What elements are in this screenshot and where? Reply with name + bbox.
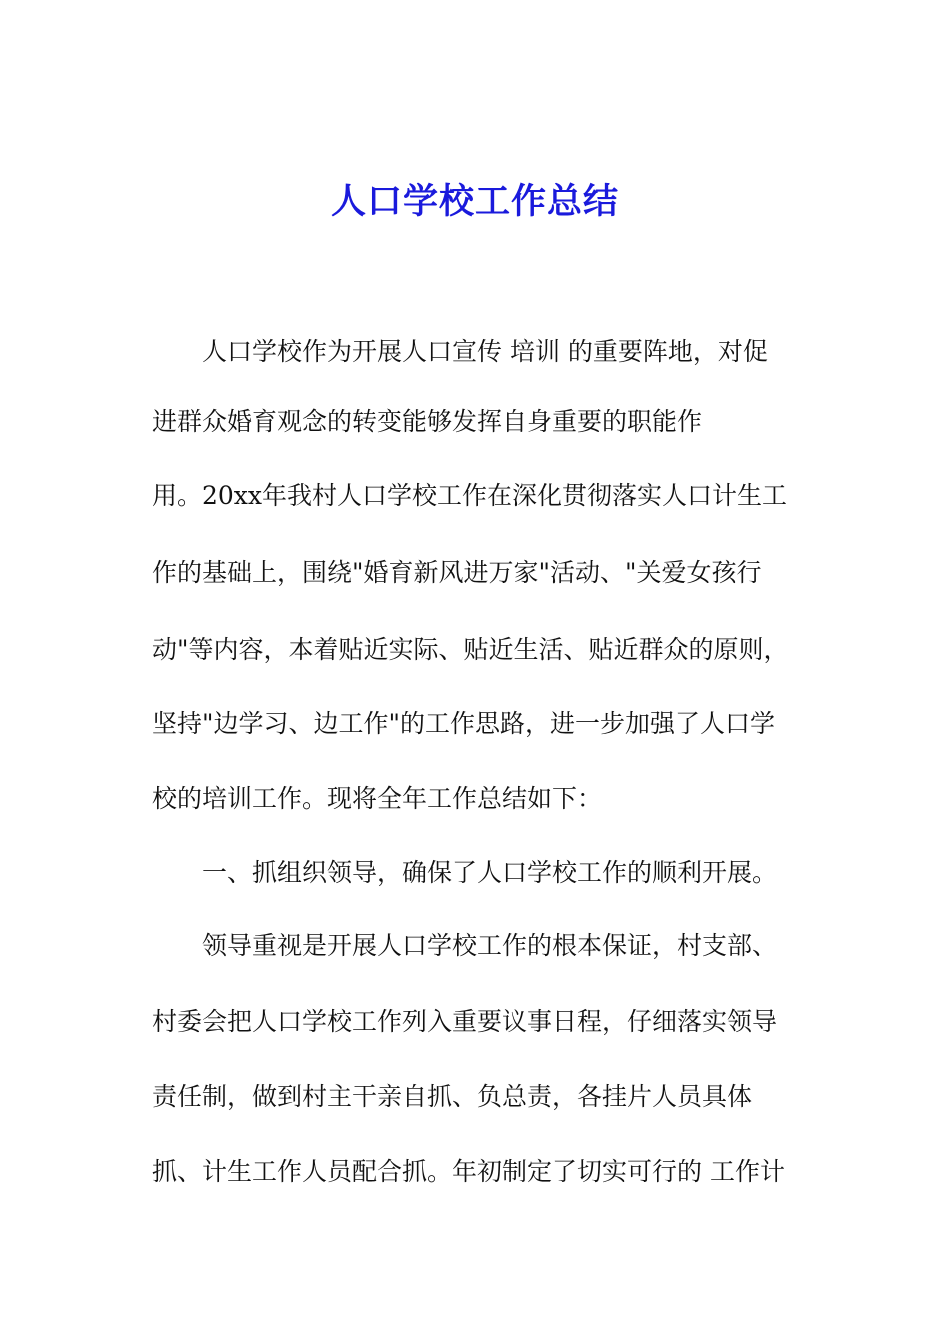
paragraph-line: 责任制，做到村主干亲自抓、负总责，各挂片人员具体 (152, 1082, 753, 1111)
paragraph-line: 领导重视是开展人口学校工作的根本保证，村支部、 (202, 931, 778, 960)
section-heading: 一、抓组织领导，确保了人口学校工作的顺利开展。 (202, 858, 778, 887)
paragraph-line: 用。20xx年我村人口学校工作在深化贯彻落实人口计生工 (152, 481, 788, 510)
paragraph-line: 进群众婚育观念的转变能够发挥自身重要的职能作 (152, 407, 703, 436)
paragraph-line: 抓、计生工作人员配合抓。年初制定了切实可行的 工作计 (152, 1157, 785, 1186)
paragraph-line: 校的培训工作。现将全年工作总结如下： (152, 784, 603, 813)
document-title: 人口学校工作总结 (330, 181, 619, 222)
paragraph-line: 动"等内容，本着贴近实际、贴近生活、贴近群众的原则， (152, 635, 789, 664)
paragraph-line: 人口学校作为开展人口宣传 培训 的重要阵地，对促 (202, 337, 768, 366)
paragraph-line: 坚持"边学习、边工作"的工作思路，进一步加强了人口学 (152, 709, 776, 738)
paragraph-line: 村委会把人口学校工作列入重要议事日程，仔细落实领导 (152, 1007, 778, 1036)
paragraph-line: 作的基础上，围绕"婚育新风进万家"活动、"关爱女孩行 (152, 558, 762, 587)
